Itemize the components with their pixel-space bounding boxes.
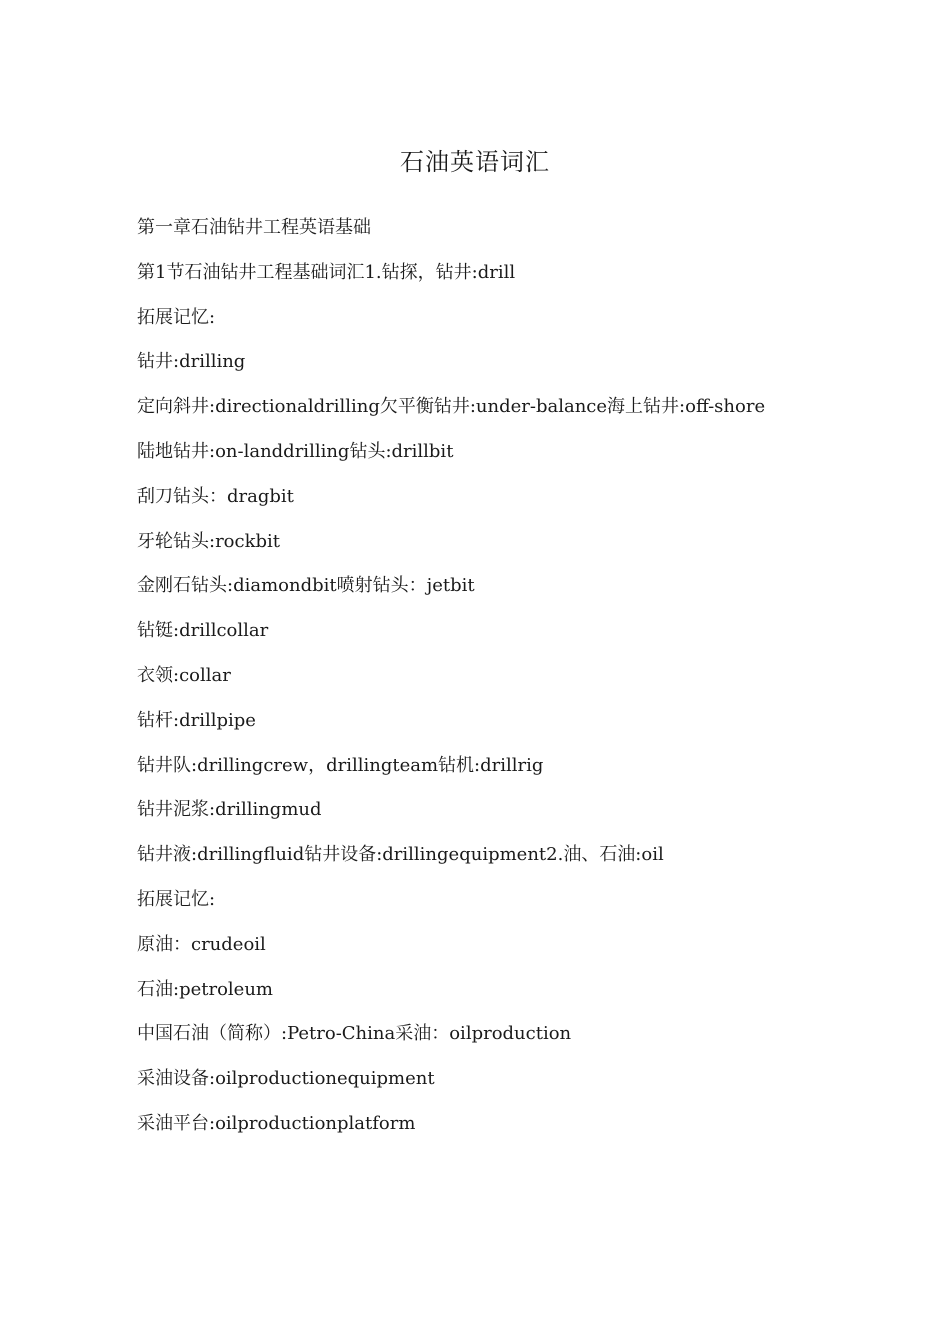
vocab-line: 牙轮钻头:rockbit (137, 530, 281, 552)
document-title: 石油英语词汇 (400, 148, 550, 176)
vocab-line: 定向斜井:directionaldrilling欠平衡钻井:under-balance海上钻井:off-shore (137, 396, 766, 418)
vocab-line: 拓展记忆: (137, 888, 216, 910)
vocab-line: 钻铤:drillcollar (137, 620, 269, 642)
chapter-heading: 第一章石油钻井工程英语基础 (137, 217, 371, 238)
section-heading: 第1节石油钻井工程基础词汇1.钻探，钻井:drill (137, 261, 516, 283)
vocab-line: 原油：crudeoil (137, 933, 266, 955)
vocab-line: 陆地钻井:on-landdrilling钻头:drillbit (137, 440, 454, 462)
vocab-line: 采油设备:oilproductionequipment (137, 1068, 435, 1090)
vocab-line: 钻井液:drillingfluid钻井设备:drillingequipment2.油、石油:oil (137, 844, 664, 866)
vocab-line: 拓展记忆: (137, 306, 216, 328)
document-body (104, 206, 824, 1147)
vocab-line: 金刚石钻头:diamondbit喷射钻头：jetbit (137, 575, 475, 597)
vocab-line: 钻杆:drillpipe (137, 709, 256, 731)
vocab-line: 中国石油（简称）:Petro-China采油：oilproduction (137, 1023, 572, 1045)
vocab-line: 钻井队:drillingcrew，drillingteam钻机:drillrig (137, 754, 544, 776)
vocab-line: 采油平台:oilproductionplatform (137, 1112, 416, 1134)
vocab-line: 石油:petroleum (137, 978, 273, 1000)
vocab-line: 衣领:collar (137, 664, 231, 686)
vocab-line: 钻井:drilling (137, 351, 246, 373)
vocab-line: 刮刀钻头：dragbit (137, 485, 294, 507)
vocab-line: 钻井泥浆:drillingmud (137, 799, 322, 821)
